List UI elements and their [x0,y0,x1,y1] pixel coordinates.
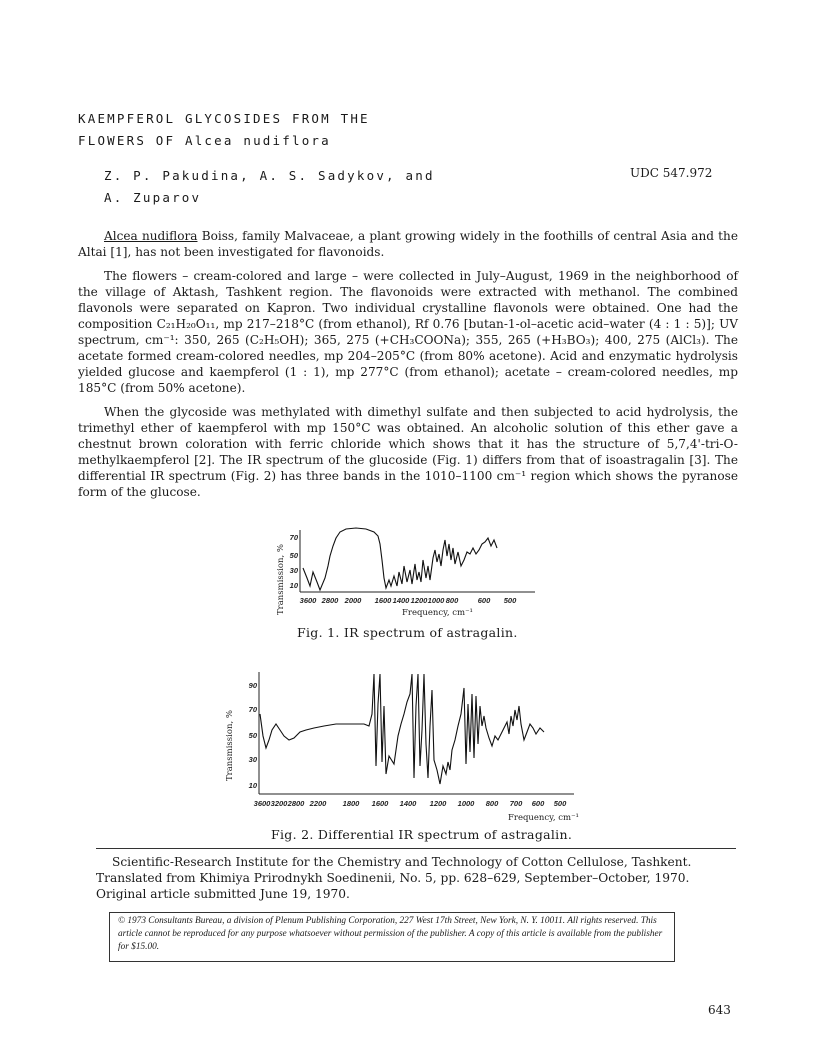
fig2-x-tick-label: 1000 [457,799,475,808]
page-number: 643 [708,1003,731,1017]
fig2-x-tick-label: 3600 [253,799,271,808]
article-body [78,228,738,500]
fig1-x-tick-label: 1600 [374,596,392,605]
fig1-x-tick-label: 600 [477,596,491,605]
fig2-y-tick-label: 10 [248,781,257,790]
fig1-x-tick-label: 1000 [427,596,445,605]
udc-code: UDC 547.972 [630,166,713,180]
fig1-x-tick-label: 500 [503,596,517,605]
fig1-x-tick-label: 3600 [299,596,317,605]
fig1-y-ticks [290,533,299,590]
fig2-y-ticks [249,681,258,790]
fig2-y-tick-label: 90 [248,681,257,690]
fig2-y-tick-label: 50 [248,731,257,740]
fig1-y-tick-label: 10 [289,581,298,590]
fig2-x-tick-label: 600 [531,799,545,808]
footnote-divider [96,848,736,849]
fig1-x-tick-label: 1400 [392,596,410,605]
authors-line-2: A. Zuparov [104,190,202,205]
fig1-x-tick-label: 800 [445,596,459,605]
fig2-spectrum-line [260,674,544,784]
paragraph-1-text: Boiss, family Malvaceae, a plant growing widely in the foothills of central Asia and the Altai [1], has not been investigated for flavonoids. [78,229,738,259]
title-line-1: KAEMPFEROL GLYCOSIDES FROM THE [78,111,370,126]
fig1-y-tick-label: 70 [289,533,298,542]
fig2-x-tick-label: 500 [553,799,567,808]
fig1-x-ticks [300,596,517,605]
title-species: Alcea nudiflora [184,133,331,148]
fig2-y-tick-label: 70 [248,705,257,714]
fig2-ylabel: Transmission, % [225,710,235,781]
fig2-x-tick-label: 3200 [270,799,288,808]
fig2-x-ticks [254,799,567,808]
fig2-x-tick-label: 1600 [371,799,389,808]
figure-1-chart [270,520,550,620]
fig2-y-tick-label: 30 [248,755,257,764]
author-list [104,165,435,209]
title-line-2 [78,130,370,152]
paragraph-2: The flowers – cream-colored and large – were collected in July–August, 1969 in the neighborhood of the village of Aktash, Tashkent region. The flavonoids were extracted with methanol. The combined flavonols were separated on Kapron. Two individual crystalline flavonols were obtained. One had the composition C₂₁H₂₀O₁₁, mp 217–218°C (from ethanol), Rf 0.76 [butan-1-ol–acetic acid–water (4 : 1 : 5)]; UV spectrum, cm⁻¹: 350, 265 (C₂H₅OH); 365, 275 (+CH₃COONa); 355, 265 (+H₃BO₃); 400, 275 (AlCl₃). The acetate formed cream-colored needles, mp 204–205°C (from 80% acetone). Acid and enzymatic hydrolysis yielded glucose and kaempferol (1 : 1), mp 277°C (from ethanol); acetate – cream-colored needles, mp 185°C (from 50% acetone). [78,269,738,395]
affiliation-text: Scientific-Research Institute for the Chemistry and Technology of Cotton Cellulose, Tashkent. Translated from Khimiya Prirodnykh Soedinenii, No. 5, pp. 628–629, September–October, 1970. Original article submitted June 19, 1970. [96,855,692,901]
fig1-y-tick-label: 50 [289,551,298,560]
fig2-x-tick-label: 800 [485,799,499,808]
fig1-y-tick-label: 30 [289,566,298,575]
figure-1-caption: Fig. 1. IR spectrum of astragalin. [297,625,518,640]
fig1-ylabel: Transmission, % [276,544,286,615]
fig2-x-tick-label: 2200 [309,799,327,808]
paragraph-1 [78,228,738,260]
copyright-box [109,912,675,962]
fig1-x-tick-label: 2800 [321,596,339,605]
fig1-spectrum-line [303,528,497,590]
fig2-x-tick-label: 1800 [342,799,360,808]
title-line-2-prefix: FLOWERS OF [78,133,185,148]
fig1-xlabel: Frequency, cm⁻¹ [402,608,473,618]
affiliation-note [96,854,740,902]
fig2-x-tick-label: 700 [509,799,523,808]
fig2-x-tick-label: 2800 [287,799,305,808]
authors-line-1: Z. P. Pakudina, A. S. Sadykov, and [104,168,435,183]
fig2-xlabel: Frequency, cm⁻¹ [508,813,579,823]
figure-2-caption: Fig. 2. Differential IR spectrum of astragalin. [271,827,573,842]
fig1-x-tick-label: 2000 [344,596,362,605]
paragraph-3: When the glycoside was methylated with dimethyl sulfate and then subjected to acid hydrolysis, the trimethyl ether of kaempferol with mp 150°C was obtained. An alcoholic solution of this ether gave a chestnut brown coloration with ferric chloride which shows that it has the structure of 5,7,4'-tri-O-methylkaempferol [2]. The IR spectrum of the glucoside (Fig. 1) differs from that of isoastragalin [3]. The differential IR spectrum (Fig. 2) has three bands in the 1010–1100 cm⁻¹ region which shows the pyranose form of the glucose. [78,405,738,499]
article-title [78,108,370,152]
fig2-x-tick-label: 1400 [399,799,417,808]
fig1-x-tick-label: 1200 [410,596,428,605]
copyright-text: © 1973 Consultants Bureau, a division of Plenum Publishing Corporation, 227 West 17th Street, New York, N. Y. 10011. All rights reserved. This article cannot be reproduced for any purpose whatsoever without permission of the publisher. A copy of this article is available from the publisher for $15.00. [118,916,663,952]
species-name: Alcea nudiflora [104,229,198,243]
figure-2-chart [224,666,584,828]
fig2-x-tick-label: 1200 [429,799,447,808]
